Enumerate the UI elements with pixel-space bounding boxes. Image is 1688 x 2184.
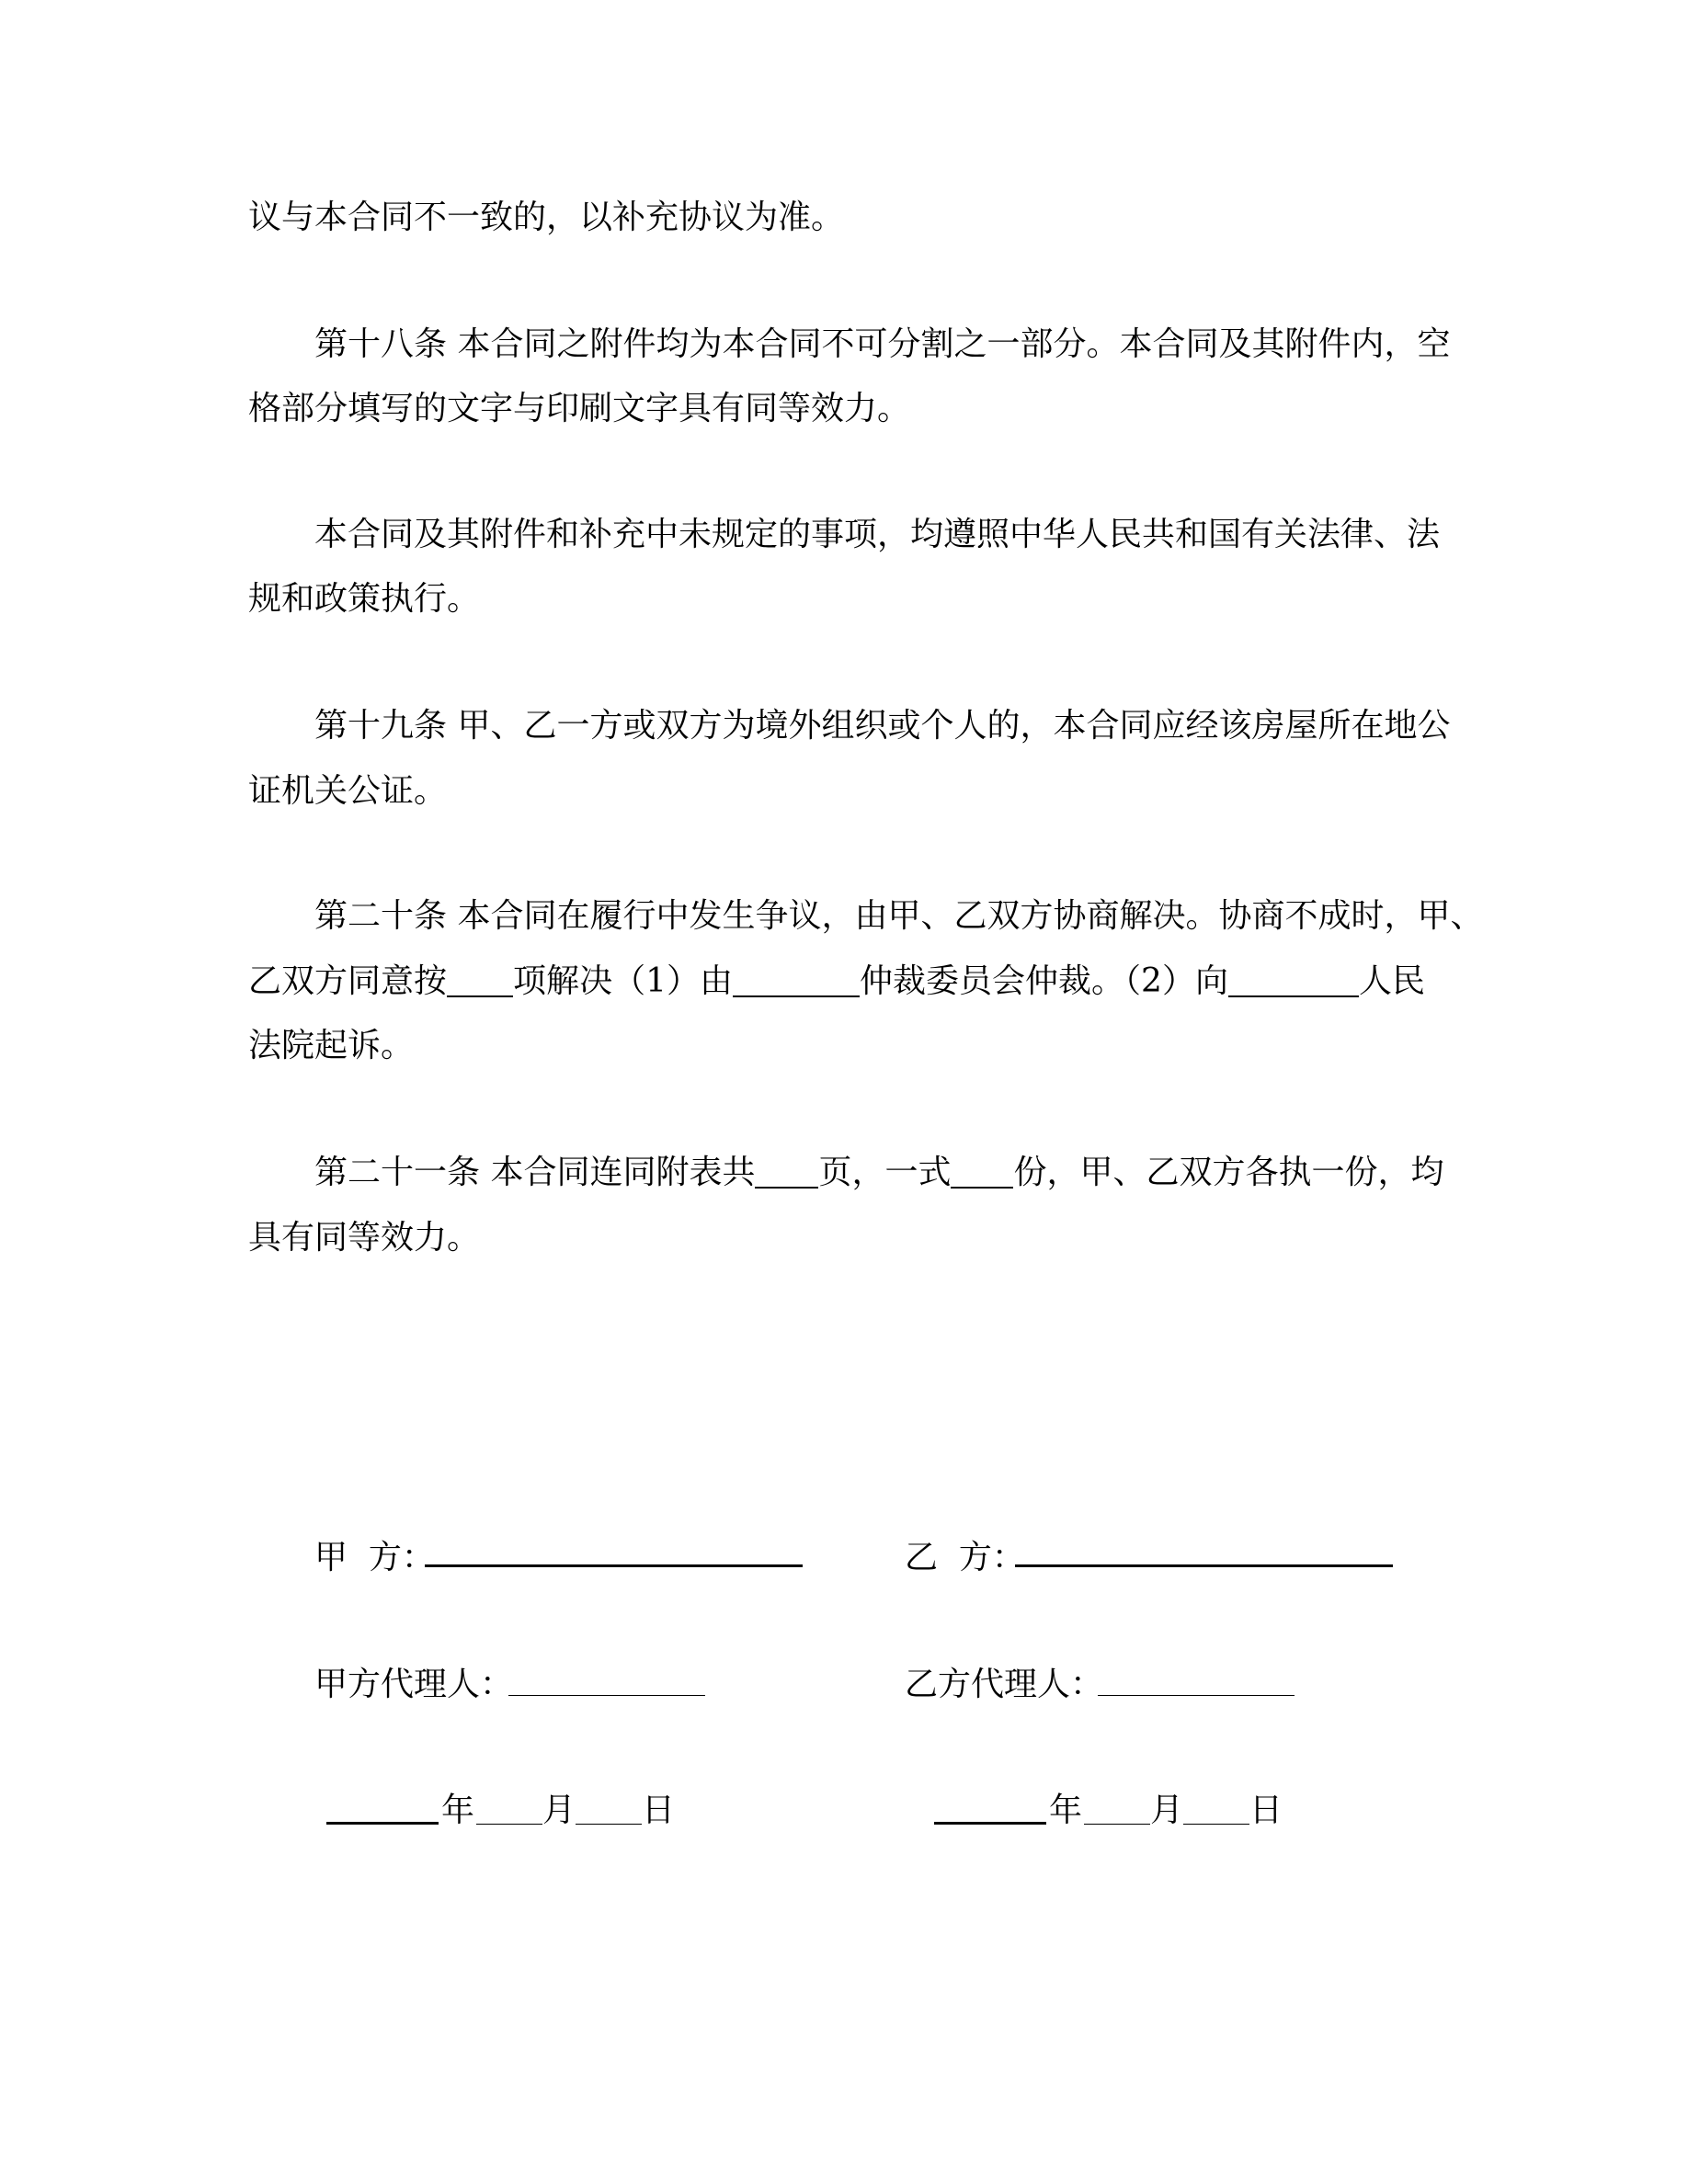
month-blank[interactable] [1084, 1824, 1150, 1825]
month-label: 月 [1150, 1792, 1184, 1829]
party-b-label: 乙 方： [905, 1539, 1025, 1576]
article-20-line-3: 法院起诉。 [248, 1027, 415, 1064]
party-a-signature-line[interactable] [425, 1564, 803, 1567]
year-blank[interactable] [326, 1822, 439, 1825]
article-18-line-2: 格部分填写的文字与印刷文字具有同等效力。 [248, 390, 911, 427]
fill-blank[interactable] [1228, 962, 1359, 997]
paragraph-line: 议与本合同不一致的，以补充协议为准。 [248, 199, 845, 236]
text-segment: 项解决（1）由 [513, 962, 733, 1000]
article-20-line-2 [248, 959, 1425, 1005]
article-21-line-1 [314, 1150, 1444, 1196]
party-a-label: 甲 方： [314, 1539, 435, 1576]
day-blank[interactable] [576, 1824, 642, 1825]
fill-blank[interactable] [733, 962, 860, 997]
text-segment: 第二十一条 本合同连同附表共 [314, 1154, 756, 1191]
agent-a-label: 甲方代理人： [314, 1666, 514, 1703]
agent-a-signature-line[interactable] [508, 1695, 705, 1696]
agent-b-signature-line[interactable] [1098, 1695, 1295, 1696]
article-18-line-1: 第十八条 本合同之附件均为本合同不可分割之一部分。本合同及其附件内，空 [314, 325, 1451, 363]
text-segment: 乙双方同意按 [248, 962, 448, 1000]
text-segment: 份，甲、乙双方各执一份，均 [1013, 1154, 1444, 1191]
month-blank[interactable] [476, 1824, 542, 1825]
fill-blank[interactable] [447, 962, 513, 997]
day-label: 日 [642, 1792, 676, 1829]
supplement-line-2: 规和政策执行。 [248, 580, 481, 618]
year-label: 年 [441, 1792, 475, 1829]
article-21-line-2: 具有同等效力。 [248, 1219, 481, 1257]
fill-blank[interactable] [951, 1154, 1013, 1189]
text-segment: 页，一式 [818, 1154, 952, 1191]
text-segment: 人民 [1358, 962, 1425, 1000]
day-blank[interactable] [1183, 1824, 1249, 1825]
article-19-line-1: 第十九条 甲、乙一方或双方为境外组织或个人的，本合同应经该房屋所在地公 [314, 707, 1451, 745]
month-label: 月 [542, 1792, 576, 1829]
year-blank[interactable] [934, 1822, 1046, 1825]
supplement-line-1: 本合同及其附件和补充中未规定的事项，均遵照中华人民共和国有关法律、法 [314, 516, 1441, 553]
year-label: 年 [1049, 1792, 1083, 1829]
day-label: 日 [1249, 1792, 1283, 1829]
agent-b-label: 乙方代理人： [905, 1666, 1104, 1703]
party-b-signature-line[interactable] [1015, 1564, 1393, 1567]
fill-blank[interactable] [755, 1154, 818, 1189]
article-20-line-1: 第二十条 本合同在履行中发生争议，由甲、乙双方协商解决。协商不成时，甲、 [314, 897, 1484, 935]
article-19-line-2: 证机关公证。 [248, 772, 448, 810]
text-segment: 仲裁委员会仲裁。（2）向 [860, 962, 1228, 1000]
